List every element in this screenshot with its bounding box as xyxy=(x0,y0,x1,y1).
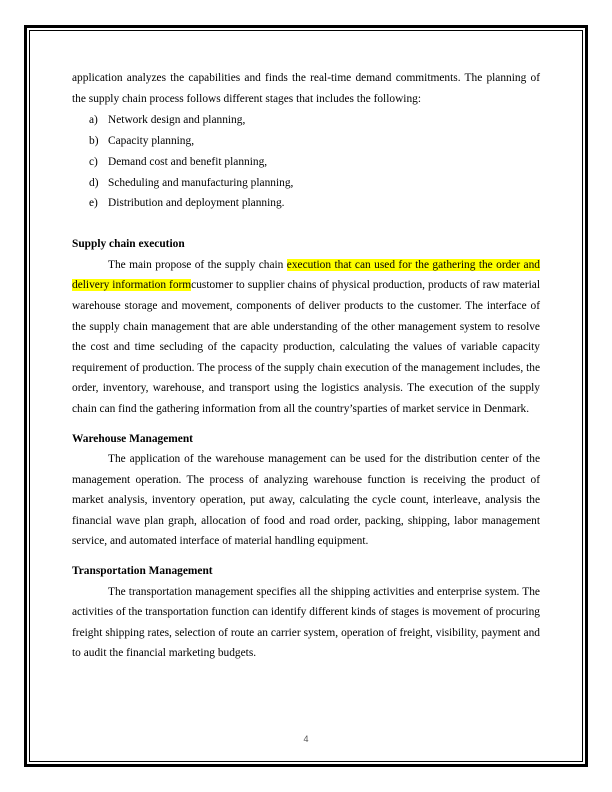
warehouse-management-paragraph: The application of the warehouse management can be used for the distribution center of the management operation. The process of analyzing warehouse function is receiving the product of market analysis, inventory operation, put away, calculating the cycle count, interleave, analysis the financial wave plan graph, allocation of food and road order, packing, shipping, labor management service, and automated interface of material handling equipment. xyxy=(72,453,540,548)
planning-stages-list xyxy=(72,110,540,214)
section-heading-supply-chain-execution: Supply chain execution xyxy=(72,238,185,251)
list-item-text: Capacity planning, xyxy=(108,134,195,147)
list-marker: d) xyxy=(89,176,99,189)
list-item xyxy=(89,152,540,173)
paragraph-text: customer to supplier chains of physical production, products of raw material warehouse storage and movement, components of deliver products to the customer. The interface of the supply chain management that are able understanding of the other management system to resolve the cost and time secluding of the capacity production, calculating the values of variable capacity requirement of production. The process of the supply chain execution of the management includes, the order, inventory, warehouse, and transport using the logistics analysis. The execution of the supply chain can find the gathering information from all the country’sparties of market service in Denmark. xyxy=(72,279,540,415)
section-heading-transportation-management: Transportation Management xyxy=(72,565,213,578)
list-item-text: Scheduling and manufacturing planning, xyxy=(108,176,294,189)
list-item-text: Distribution and deployment planning. xyxy=(108,197,285,210)
highlighted-text: execution that can used for the gathering the order and delivery information form xyxy=(72,258,541,292)
list-marker: a) xyxy=(89,114,98,127)
page-number: 4 xyxy=(303,734,309,744)
document-body xyxy=(72,68,540,664)
supply-chain-execution-paragraph xyxy=(72,255,540,420)
section-heading-warehouse-management: Warehouse Management xyxy=(72,432,193,445)
list-item xyxy=(89,193,540,214)
list-marker: c) xyxy=(89,155,98,168)
list-item-text: Network design and planning, xyxy=(108,114,246,127)
list-item xyxy=(89,131,540,152)
transportation-management-paragraph: The transportation management specifies all the shipping activities and enterprise system. The activities of the transportation function can identify different kinds of stages is movement of procuring freight shipping rates, selection of route an carrier system, operation of freight, visibility, payment and to audit the financial marketing budgets. xyxy=(72,585,540,660)
intro-paragraph: application analyzes the capabilities and finds the real-time demand commitments. The planning of the supply chain process follows different stages that includes the following: xyxy=(72,72,540,105)
list-item xyxy=(89,110,540,131)
list-item-text: Demand cost and benefit planning, xyxy=(108,155,268,168)
list-item xyxy=(89,173,540,194)
list-marker: e) xyxy=(89,197,98,210)
paragraph-text: The main propose of the supply chain xyxy=(108,258,287,271)
list-marker: b) xyxy=(89,134,99,147)
